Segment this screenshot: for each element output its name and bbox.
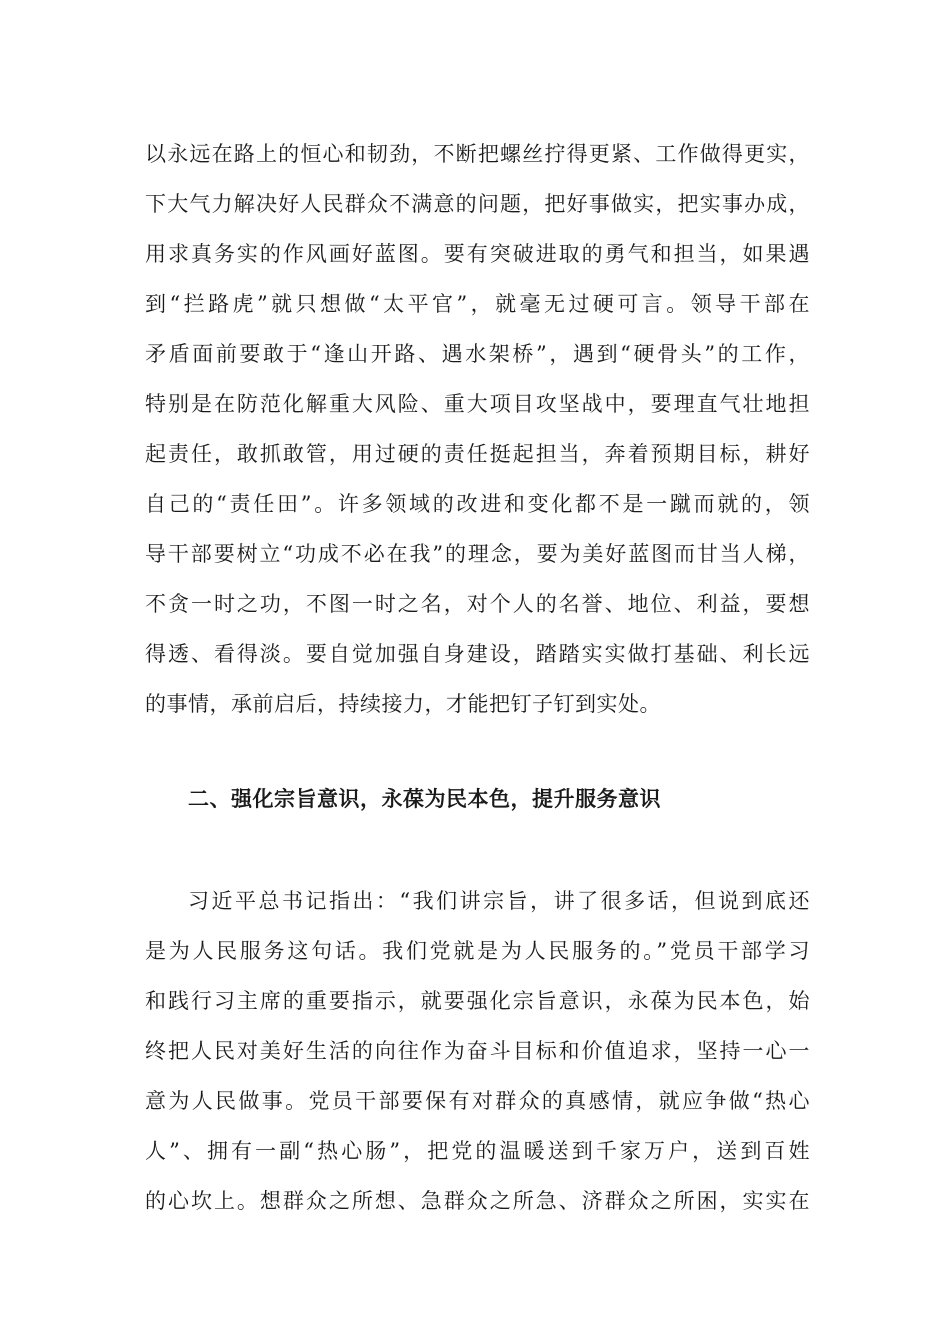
section-heading: 二、强化宗旨意识，永葆为民本色，提升服务意识 xyxy=(188,786,661,811)
text-line: 不贪一时之功，不图一时之名，对个人的名誉、地位、利益，要想 xyxy=(145,592,810,616)
text-line: 习近平总书记指出：“我们讲宗旨，讲了很多话，但说到底还 xyxy=(188,889,810,913)
text-line: 以永远在路上的恒心和韧劲，不断把螺丝拧得更紧、工作做得更实， xyxy=(145,142,810,166)
text-line: 到“拦路虎”就只想做“太平官”，就毫无过硬可言。领导干部在 xyxy=(145,292,810,316)
text-line: 导干部要树立“功成不必在我”的理念，要为美好蓝图而甘当人梯， xyxy=(145,542,810,566)
text-line: 和践行习主席的重要指示，就要强化宗旨意识，永葆为民本色，始 xyxy=(145,989,810,1013)
text-line: 自己的“责任田”。许多领域的改进和变化都不是一蹴而就的，领 xyxy=(145,492,810,516)
text-line: 下大气力解决好人民群众不满意的问题，把好事做实，把实事办成， xyxy=(145,192,810,216)
text-line: 得透、看得淡。要自觉加强自身建设，踏踏实实做打基础、利长远 xyxy=(145,642,810,666)
text-line: 特别是在防范化解重大风险、重大项目攻坚战中，要理直气壮地担 xyxy=(145,392,810,416)
text-line: 是为人民服务这句话。我们党就是为人民服务的。”党员干部学习 xyxy=(145,939,810,963)
text-line: 的心坎上。想群众之所想、急群众之所急、济群众之所困，实实在 xyxy=(145,1189,810,1213)
text-line: 人”、拥有一副“热心肠”，把党的温暖送到千家万户，送到百姓 xyxy=(145,1139,810,1163)
text-line: 用求真务实的作风画好蓝图。要有突破进取的勇气和担当，如果遇 xyxy=(145,242,810,266)
text-line: 矛盾面前要敢于“逢山开路、遇水架桥”，遇到“硬骨头”的工作， xyxy=(145,342,810,366)
text-line: 终把人民对美好生活的向往作为奋斗目标和价值追求，坚持一心一 xyxy=(145,1039,810,1063)
text-line: 起责任，敢抓敢管，用过硬的责任挺起担当，奔着预期目标，耕好 xyxy=(145,442,810,466)
text-line: 的事情，承前启后，持续接力，才能把钉子钉到实处。 xyxy=(145,692,661,716)
text-line: 意为人民做事。党员干部要保有对群众的真感情，就应争做“热心 xyxy=(145,1089,810,1113)
